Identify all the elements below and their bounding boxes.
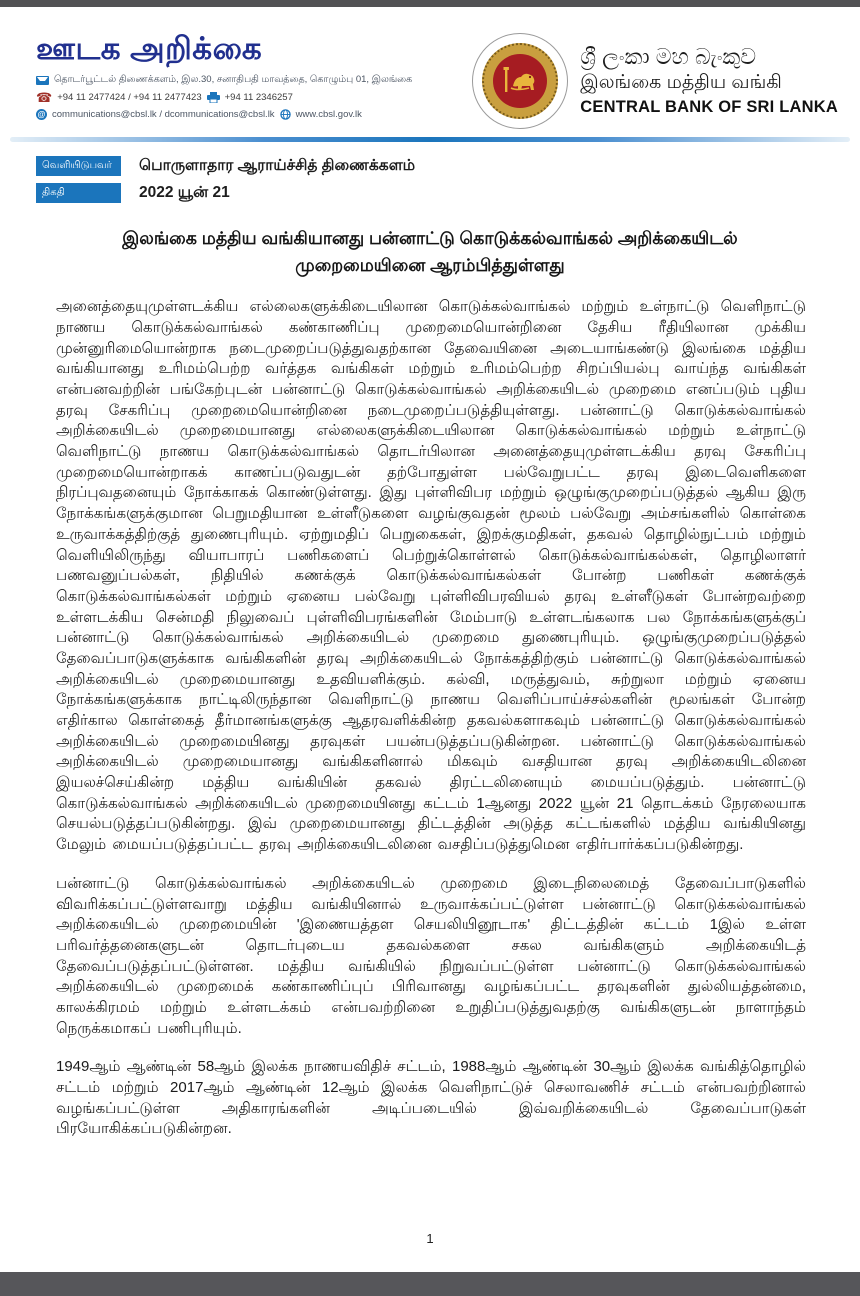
globe-icon xyxy=(280,109,291,120)
issued-by-value: பொருளாதார ஆராய்ச்சித் திணைக்களம் xyxy=(139,156,416,174)
seal-red-core xyxy=(493,54,547,108)
lion-emblem-icon xyxy=(501,64,539,98)
seal-gold-ring xyxy=(482,43,558,119)
contact-fax: +94 11 2346257 xyxy=(224,92,293,103)
release-meta xyxy=(0,142,860,203)
body-paragraph-1: அனைத்தையுமுள்ளடக்கிய எல்லைகளுக்கிடையிலான கொடுக்கல்வாங்கல் மற்றும் உள்நாட்டு வெளிநாட்டு நாணய கொடுக்கல்வாங்கல் கண்காணிப்பு முறைமையொன்றினை தேசிய ரீதியிலான முக்கிய முன்னுரிமையொன்றாக நடைமுறைப்படுத்துவதற்கான தேவையினை அடையாங்கண்டு இலங்கை மத்திய வங்கியானது உரிமம்பெற்ற வர்த்தக வங்கிகள் மற்றும் உரிமம்பெற்ற சிறப்பியல்பு வாய்ந்த வங்கிகள் என்பனவற்றின் பங்கேற்புடன் பன்னாட்டு கொடுக்கல்வாங்கல் அறிக்கையிடல் முறைமை எனப்படும் புதிய தரவு சேகரிப்பு முறைமையொன்றினை நடைமுறைப்படுத்தியுள்ளது. பன்னாட்டு கொடுக்கல்வாங்கல் அறிக்கையிடல் முறைமையானது எல்லைகளுக்கிடையிலான கொடுக்கல்வாங்கல் மற்றும் உள்நாட்டு வெளிநாட்டு நாணய கொடுக்கல்வாங்கல் தொடர்பிலான அனைத்தையுமுள்ளடக்கிய தரவு சேகரிப்பு முறைமையொன்றாகக் காணப்படுவதுடன் தற்போதுள்ள பல்வேறுபட்ட தரவு இடைவெளிகளை நிரப்புவதனையும் நோக்காகக் கொண்டுள்ளது. இது புள்ளிவிபர மற்றும் ஒழுங்குமுறைப்படுத்தல் ஆகிய இரு நோக்கங்களுக்குமான பெறுமதியான உள்ளீடுகளை வழங்குவதன் மூலம் பல்வேறு அம்சங்களில் கொள்கை உருவாக்கத்திற்குத் துணைபுரியும். ஏற்றுமதிப் பெறுகைகள், இறக்குமதிகள், தகவல் தொழில்நுட்பம் மற்றும் வெளியிலிருந்து வியாபாரப் பணிகளைப் பெற்றுக்கொள்ளல் கொடுக்கல்வாங்கல்கள், தொழிலாளர் பணவனுப்பல்கள், நிதியில் கணக்குக் கொடுக்கல்வாங்கல்கள் போன்ற பணிகள் கணக்குக் கொடுக்கல்வாங்கல்கள் மற்றும் ஏனைய பல்வேறு புள்ளிவிபரவியல் தரவு உள்ளீடுகள் போன்றவற்றை உள்ளடக்கிய சென்மதி நிலுவைப் புள்ளிவிபரங்களின் மேம்பாடு உள்ளடங்கலாக பல நோக்கங்களுக்குப் பன்னாட்டு கொடுக்கல்வாங்கல் அறிக்கையிடல் முறைமை துணைபுரியும். ஒழுங்குமுறைப்படுத்தல் தேவைப்பாடுகளுக்காக வங்கிகளின் தரவு அறிக்கையிடல் நோக்கத்திற்கும் பன்னாட்டு கொடுக்கல்வாங்கல் அறிக்கையிடல் முறைமையானது உதவியளிக்கும். கல்வி, மருத்துவம், சுற்றுலா மற்றும் ஏனைய நோக்கங்களுக்காக நாட்டிலிருந்தான வெளிநாட்டு நாணய வெளிப்பாய்ச்சல்களின் மூலங்கள் போன்ற எதிர்கால கொள்கைத் தீர்மானங்களுக்கு ஆதரவளிக்கின்ற தகவல்களாகவும் பன்னாட்டு கொடுக்கல்வாங்கல் அறிக்கையிடல் முறைமையினது தரவுகள் பயன்படுத்தப்படுகின்றன. பன்னாட்டு கொடுக்கல்வாங்கல் அறிக்கையிடல் முறைமையானது வங்கிகளினால் மிகவும் வசதியான தரவு அறிக்கையிடலினை இயலச்செய்கின்ற மத்திய வங்கியின் தகவல் திரட்டலினையும் மையப்படுத்தும். பன்னாட்டு கொடுக்கல்வாங்கல் அறிக்கையிடல் முறைமையினது கட்டம் 1ஆனது 2022 யூன் 21 தொடக்கம் நேரலையாக செயல்படுத்தப்படுகின்றது. இவ் முறைமையானது திட்டத்தின் அடுத்த கட்டங்களில் மத்திய வங்கியினது மேலும் மையப்படுத்தப்பட்ட தரவு அறிக்கையிடலினை வசதிப்படுத்துமென எதிர்பார்க்கப்படுகின்றது. xyxy=(56,298,806,854)
issued-by-label: வெளியிடுபவர் xyxy=(36,156,121,176)
page-number: 1 xyxy=(426,1231,434,1246)
bank-name-sinhala: ශ්‍රී ලංකා මහ බැංකුව xyxy=(580,44,757,70)
contact-emails: communications@cbsl.lk / dcommunications@cbsl.lk xyxy=(52,109,275,120)
letterhead-left xyxy=(36,33,412,120)
date-row xyxy=(36,183,860,203)
letterhead xyxy=(0,7,860,129)
phone-icon: ☎ xyxy=(36,90,53,105)
body-paragraph-2: பன்னாட்டு கொடுக்கல்வாங்கல் அறிக்கையிடல் முறைமை இடைநிலைமைத் தேவைப்பாடுகளில் விவரிக்கப்பட்டுள்ளவாறு மத்திய வங்கியினால் உருவாக்கப்பட்டுள்ள பன்னாட்டு கொடுக்கல்வாங்கல் அறிக்கையிடல் முறைமையின் 'இணையத்தள செயலியினூடாக' திட்டத்தின் கட்டம் 1இல் உள்ள பரிவர்த்தனைகளுடன் தொடர்புடைய தகவல்களை சகல வங்கிகளும் அறிக்கையிடத் தேவைப்படுத்தப்பட்டுள்ளன. மத்திய வங்கியில் நிறுவப்பட்டுள்ள பன்னாட்டு கொடுக்கல்வாங்கல் அறிக்கையிடல் முறைமைக் கண்காணிப்புப் பிரிவானது வழங்கப்பட்ட தரவுகளின் துல்லியத்தன்மை, காலக்கிரமம் மற்றும் உள்ளடக்கம் என்பவற்றினை உறுதிப்படுத்துவதற்கு வங்கிகளுடன் நாளாந்தம் நெருக்கமாகப் பணிபுரியும். xyxy=(56,874,806,1037)
body-paragraph-3: 1949ஆம் ஆண்டின் 58ஆம் இலக்க நாணயவிதிச் சட்டம், 1988ஆம் ஆண்டின் 30ஆம் இலக்க வங்கித்தொழில் சட்டம் மற்றும் 2017ஆம் ஆண்டின் 12ஆம் இலக்க வெளிநாட்டுச் செலாவணிச் சட்டம் என்பவற்றினால் வழங்கப்பட்டுள்ள அதிகாரங்களின் அடிப்படையில் இவ்வறிக்கையிடல் தேவைப்பாடுகள் பிரயோகிக்கப்படுகின்றன. xyxy=(56,1058,806,1138)
fax-printer-icon xyxy=(207,92,220,103)
envelope-icon xyxy=(36,76,49,85)
bank-name-block xyxy=(580,43,838,118)
contact-address: தொடர்பூட்டல் திணைக்களம், இல.30, சனாதிபதி மாவத்தை, கொழும்பு 01, இலங்கை xyxy=(54,74,413,85)
issued-by-row xyxy=(36,156,860,176)
press-release-title: இலங்கை மத்திய வங்கியானது பன்னாட்டு கொடுக்கல்வாங்கல் அறிக்கையிடல் முறைமையினை ஆரம்பித்துள்ளது xyxy=(122,228,738,276)
viewer-top-bar xyxy=(0,0,860,7)
contact-phone-line xyxy=(36,91,412,104)
bank-name-tamil: இலங்கை மத்திய வங்கி xyxy=(580,71,782,93)
contact-address-line xyxy=(36,74,412,86)
letterhead-right xyxy=(472,33,842,129)
date-value: 2022 யூன் 21 xyxy=(139,183,230,201)
contact-phones: +94 11 2477424 / +94 11 2477423 xyxy=(57,92,202,103)
press-release-page xyxy=(0,7,860,1272)
date-label: திகதி xyxy=(36,183,121,203)
viewer-bottom-bar xyxy=(0,1272,860,1296)
contact-web-line xyxy=(36,109,412,120)
masthead-title: ஊடக அறிக்கை xyxy=(36,31,263,66)
bank-name-english: CENTRAL BANK OF SRI LANKA xyxy=(580,97,838,116)
cbsl-seal-logo xyxy=(472,33,568,129)
email-at-icon: @ xyxy=(37,110,46,119)
contact-website: www.cbsl.gov.lk xyxy=(295,109,362,120)
press-release-body xyxy=(0,279,860,1140)
